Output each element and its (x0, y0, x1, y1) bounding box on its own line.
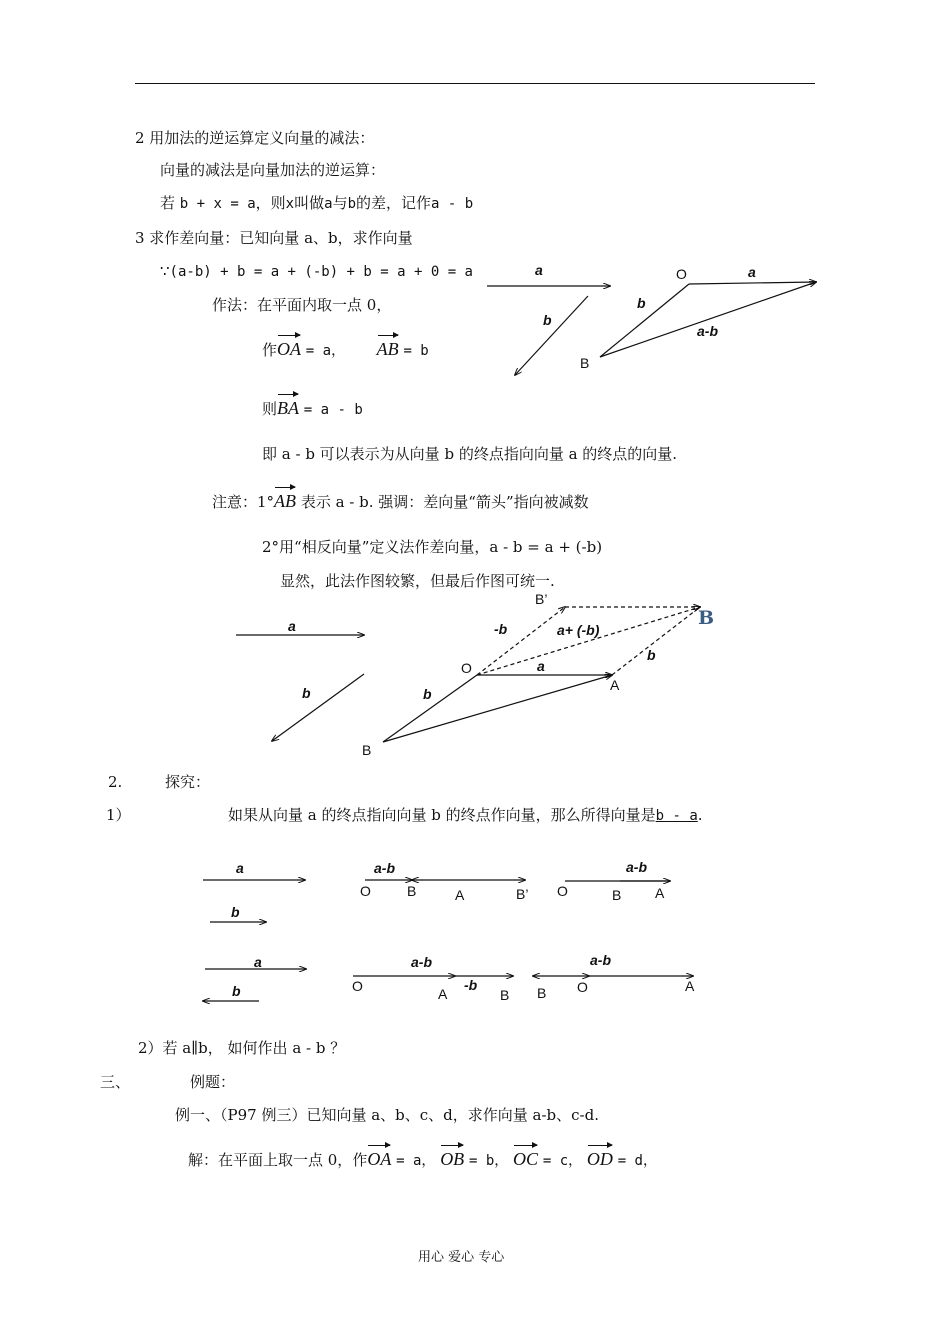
fig3-r2-label-B1: B (500, 987, 510, 1003)
section-2-title: 2 用加法的逆运算定义向量的减法： (135, 129, 375, 147)
text-if: 若 (160, 194, 176, 212)
subtraction-definition: 向量的减法是向量加法的逆运算： (160, 161, 386, 179)
fig2-label-B: B (362, 742, 372, 758)
note-line-3: 显然，此法作图较繁，但最后作图可统一. (280, 572, 555, 590)
page-footer: 用心 爱心 专心 (418, 1250, 505, 1265)
fig3-r2-label-B2: B (537, 985, 547, 1001)
sol-eq-d: = d， (617, 1153, 657, 1169)
vector-OD-sol: OD (587, 1143, 613, 1169)
fig3-r2-label-amb2: a-b (590, 952, 611, 968)
vector-BA: BA (277, 392, 299, 418)
vector-OA-sol: OA (367, 1143, 391, 1169)
fig3-r2-label-mb: -b (464, 977, 478, 993)
fig3-r1-label-A1: A (455, 887, 465, 903)
fig3-r1-label-B2: B (612, 887, 622, 903)
var-a: a (324, 196, 333, 212)
fig3-r2-label-O2: O (577, 979, 588, 995)
fig3-r2-label-amb1: a-b (411, 954, 432, 970)
text-make: 作 (262, 341, 278, 359)
question-1 (106, 805, 131, 825)
fig3-r2-label-O1: O (352, 978, 363, 994)
fig1-BA (600, 282, 816, 357)
section-3-title: 3 求作差向量：已知向量 a、b，求作向量 (135, 229, 413, 247)
q1-end: . (697, 806, 703, 824)
method-label: 作法：在平面内取一点 0， (212, 296, 392, 314)
text-and: 与 (332, 194, 348, 212)
sol-eq-b: = b， (468, 1153, 509, 1169)
equation-proof: (a-b) + b = a + (-b) + b = a + 0 = a (169, 264, 473, 280)
fig3-r2-label-A2: A (685, 978, 695, 994)
vector-OB-sol: OB (440, 1143, 464, 1169)
fig3-r1-label-O1: O (360, 883, 371, 899)
fig1-label-a: a (535, 262, 543, 278)
fig3-r1-label-A2: A (655, 885, 665, 901)
fig1-label-b: b (543, 312, 552, 328)
text-denoted: 的差，记作 (356, 194, 432, 212)
fig2-label-apmb: a+ (-b) (557, 622, 600, 638)
text-then: ，则 (255, 194, 286, 212)
section-three-title: 例题： (190, 1073, 236, 1091)
fig2-label-Bp: B’ (535, 591, 548, 607)
fig2-vector-b (272, 674, 364, 741)
note-label: 注意：1° (212, 493, 275, 511)
because-symbol: ∵ (160, 262, 170, 280)
fig1-label-O: O (676, 266, 687, 282)
fig1-label-a2: a (748, 264, 756, 280)
q1-number: 1） (106, 806, 131, 824)
sol-eq-a: = a， (396, 1153, 436, 1169)
fig3-r1-label-amb1: a-b (374, 860, 395, 876)
equation-bxa: b + x = a (179, 196, 256, 212)
var-b: b (347, 196, 357, 212)
text-then: 则 (262, 400, 278, 418)
solution-line (188, 1143, 657, 1171)
fig2-label-O: O (461, 660, 472, 676)
eq-a: = a， (305, 343, 346, 359)
fig2-BA (383, 675, 612, 742)
fig1-vector-b (515, 296, 588, 375)
vector-OC-sol: OC (513, 1143, 538, 1169)
fig3-r2-label-A1: A (438, 986, 448, 1002)
question-1-text (228, 805, 703, 826)
example-1: 例一、（P97 例三）已知向量 a、b、c、d，求作向量 a-b、c-d. (175, 1106, 599, 1124)
fig3-r1-label-a: a (236, 860, 244, 876)
vector-AB: AB (377, 333, 399, 359)
fig1-label-B: B (580, 355, 590, 371)
expr-a-minus-b: a - b (431, 196, 474, 212)
fig2-label-b2: b (647, 647, 656, 663)
eq-a-minus-b: = a - b (303, 402, 363, 418)
q1-text: 如果从向量 a 的终点指向向量 b 的终点作向量，那么所得向量是 (228, 806, 656, 824)
fig3-r1-label-b: b (231, 904, 240, 920)
fig2-label-b: b (302, 685, 311, 701)
var-x: x (285, 196, 295, 212)
fig2-label-b3: b (423, 686, 432, 702)
fig2-O-B (477, 607, 700, 675)
fig1-OA (689, 282, 816, 284)
fig2-label-a: a (288, 618, 296, 634)
fig3-r2-label-a: a (254, 954, 262, 970)
fig3-r1-label-amb2: a-b (626, 859, 647, 875)
section-three-number: 三、 (100, 1073, 131, 1091)
fig2-label-A: A (610, 677, 620, 693)
fig2-label-mb: -b (494, 621, 508, 637)
vector-OA: OA (277, 333, 301, 359)
fig2-label-bigB: B (698, 607, 715, 629)
q1-answer: b - a (655, 808, 698, 824)
solution-prefix: 解：在平面上取一点 0，作 (188, 1151, 368, 1169)
meaning-line: 即 a - b 可以表示为从向量 b 的终点指向向量 a 的终点的向量. (262, 445, 678, 463)
note-line-2: 2°用“相反向量”定义法作差向量，a - b = a + (-b) (262, 538, 603, 556)
fig3-r1-label-Bp1: B’ (516, 886, 529, 902)
vector-AB-note: AB (274, 485, 296, 511)
fig3-r1-label-B1: B (407, 883, 417, 899)
text-called: 叫做 (294, 194, 325, 212)
explore-number: 2. (108, 773, 123, 791)
fig2-A-B (612, 607, 700, 675)
note-rest: 表示 a - b. 强调：差向量“箭头”指向被减数 (300, 493, 589, 511)
explore-title: 探究： (165, 773, 211, 791)
eq-b: = b (403, 343, 429, 359)
fig1-label-b2: b (637, 295, 646, 311)
sol-eq-c: = c， (542, 1153, 583, 1169)
fig3-r1-label-O2: O (557, 883, 568, 899)
question-2: 2）若 a∥b， 如何作出 a - b ？ (138, 1039, 346, 1057)
fig3-r2-label-b: b (232, 983, 241, 999)
fig2-O-Bp (477, 607, 565, 675)
fig1-label-amb: a-b (697, 323, 718, 339)
fig2-label-a2: a (537, 658, 545, 674)
